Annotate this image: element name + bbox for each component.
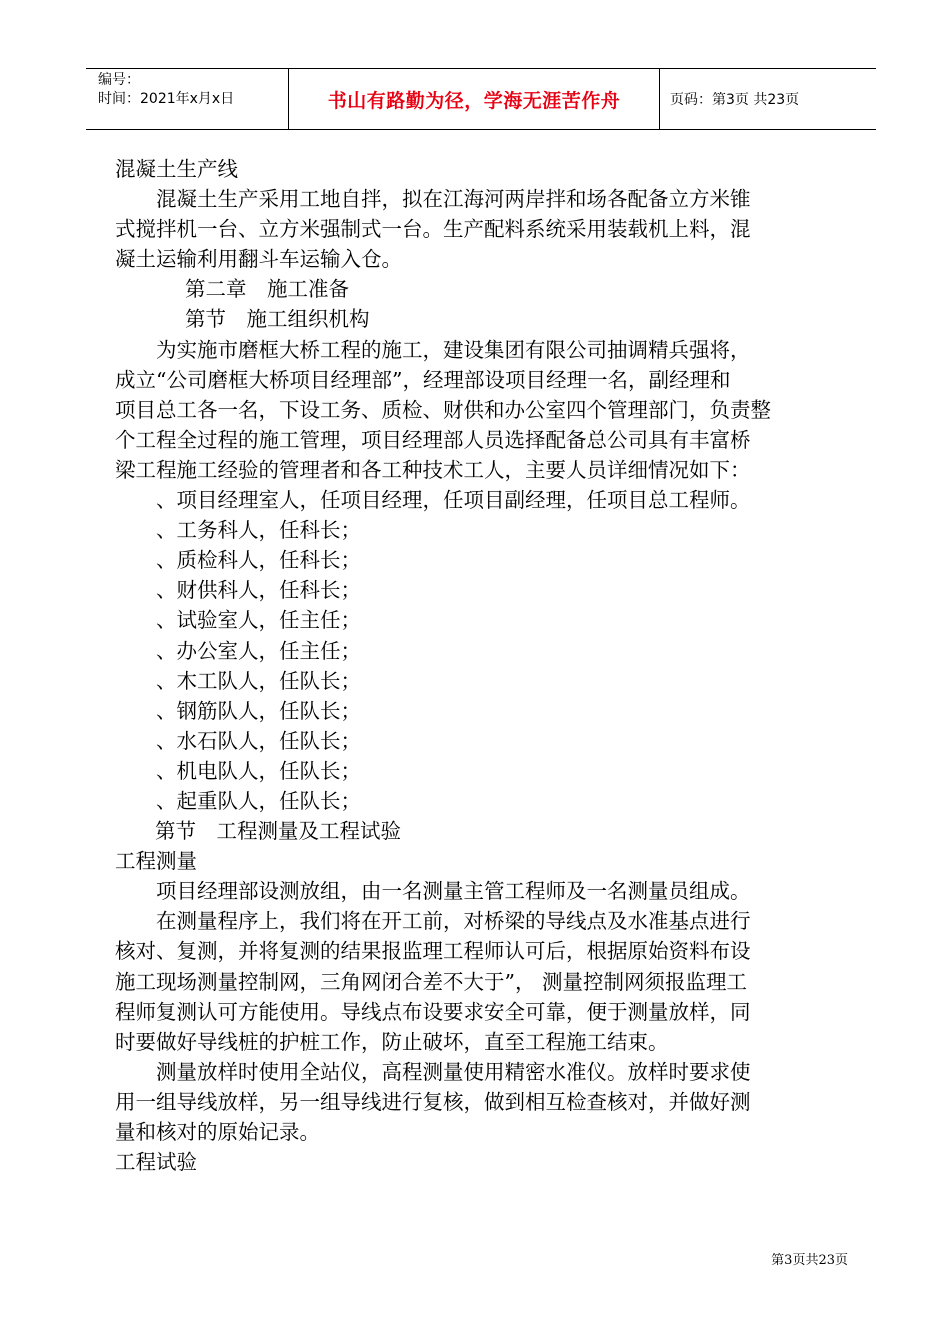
text-line: 测量放样时使用全站仪，高程测量使用精密水准仪。放样时要求使: [156, 1059, 751, 1084]
header-page-info: 页码：第3页 共23页: [670, 92, 800, 108]
text-line: 、钢筋队人，任队长；: [156, 698, 361, 723]
text-line: 式搅拌机一台、立方米强制式一台。生产配料系统采用装载机上料，混: [115, 217, 751, 242]
text-line: 梁工程施工经验的管理者和各工种技术工人，主要人员详细情况如下：: [115, 457, 751, 482]
date-label: 时间：2021年x月x日: [98, 91, 235, 107]
text-line: 工程测量: [115, 849, 197, 874]
section-heading: 第节 施工组织机构: [185, 307, 370, 332]
header-motto: 书山有路勤为径，学海无涯苦作舟: [288, 69, 660, 129]
text-line: 、财供科人，任科长；: [156, 578, 361, 603]
text-line: 时要做好导线桩的护桩工作，防止破坏，直至工程施工结束。: [115, 1029, 669, 1054]
section-heading: 第节 工程测量及工程试验: [155, 819, 401, 844]
text-line: 、木工队人，任队长；: [156, 668, 361, 693]
text-line: 核对、复测，并将复测的结果报监理工程师认可后，根据原始资料布设: [115, 939, 751, 964]
text-line: 程师复测认可方能使用。导线点布设要求安全可靠，便于测量放样，同: [115, 999, 751, 1024]
section-heading: 第二章 施工准备: [185, 277, 349, 302]
text-line: 在测量程序上，我们将在开工前，对桥梁的导线点及水准基点进行: [156, 909, 751, 934]
page-footer: 第3页共23页: [771, 1253, 848, 1268]
text-line: 、水石队人，任队长；: [156, 728, 361, 753]
text-line: 施工现场测量控制网，三角网闭合差不大于”， 测量控制网须报监理工: [115, 969, 747, 994]
text-line: 、办公室人，任主任；: [156, 638, 361, 663]
text-line: 、机电队人，任队长；: [156, 758, 361, 783]
text-line: 、项目经理室人，任项目经理，任项目副经理，任项目总工程师。: [156, 488, 751, 513]
number-label: 编号：: [98, 72, 140, 88]
text-line: 项目总工各一名，下设工务、质检、财供和办公室四个管理部门，负责整: [115, 397, 771, 422]
text-line: 为实施市磨框大桥工程的施工，建设集团有限公司抽调精兵强将，: [156, 337, 751, 362]
text-line: 、起重队人，任队长；: [156, 788, 361, 813]
document-body: [115, 154, 850, 1177]
text-line: 、工务科人，任科长；: [156, 518, 361, 543]
text-line: 混凝土生产线: [115, 157, 238, 181]
page-header: [86, 68, 876, 130]
text-line: 混凝土生产采用工地自拌，拟在江海河两岸拌和场各配备立方米锥: [156, 187, 751, 212]
text-line: 量和核对的原始记录。: [115, 1120, 320, 1144]
header-meta: [86, 69, 288, 129]
text-line: 用一组导线放样，另一组导线进行复核，做到相互检查核对，并做好测: [115, 1089, 751, 1114]
text-line: 、试验室人，任主任；: [156, 608, 361, 633]
text-line: 个工程全过程的施工管理，项目经理部人员选择配备总公司具有丰富桥: [115, 427, 751, 452]
text-line: 工程试验: [115, 1150, 197, 1175]
text-line: 、质检科人，任科长；: [156, 548, 361, 573]
text-line: 项目经理部设测放组，由一名测量主管工程师及一名测量员组成。: [156, 879, 751, 904]
text-line: 凝土运输利用翻斗车运输入仓。: [115, 247, 402, 272]
text-line: 成立“公司磨框大桥项目经理部”，经理部设项目经理一名，副经理和: [115, 367, 731, 392]
